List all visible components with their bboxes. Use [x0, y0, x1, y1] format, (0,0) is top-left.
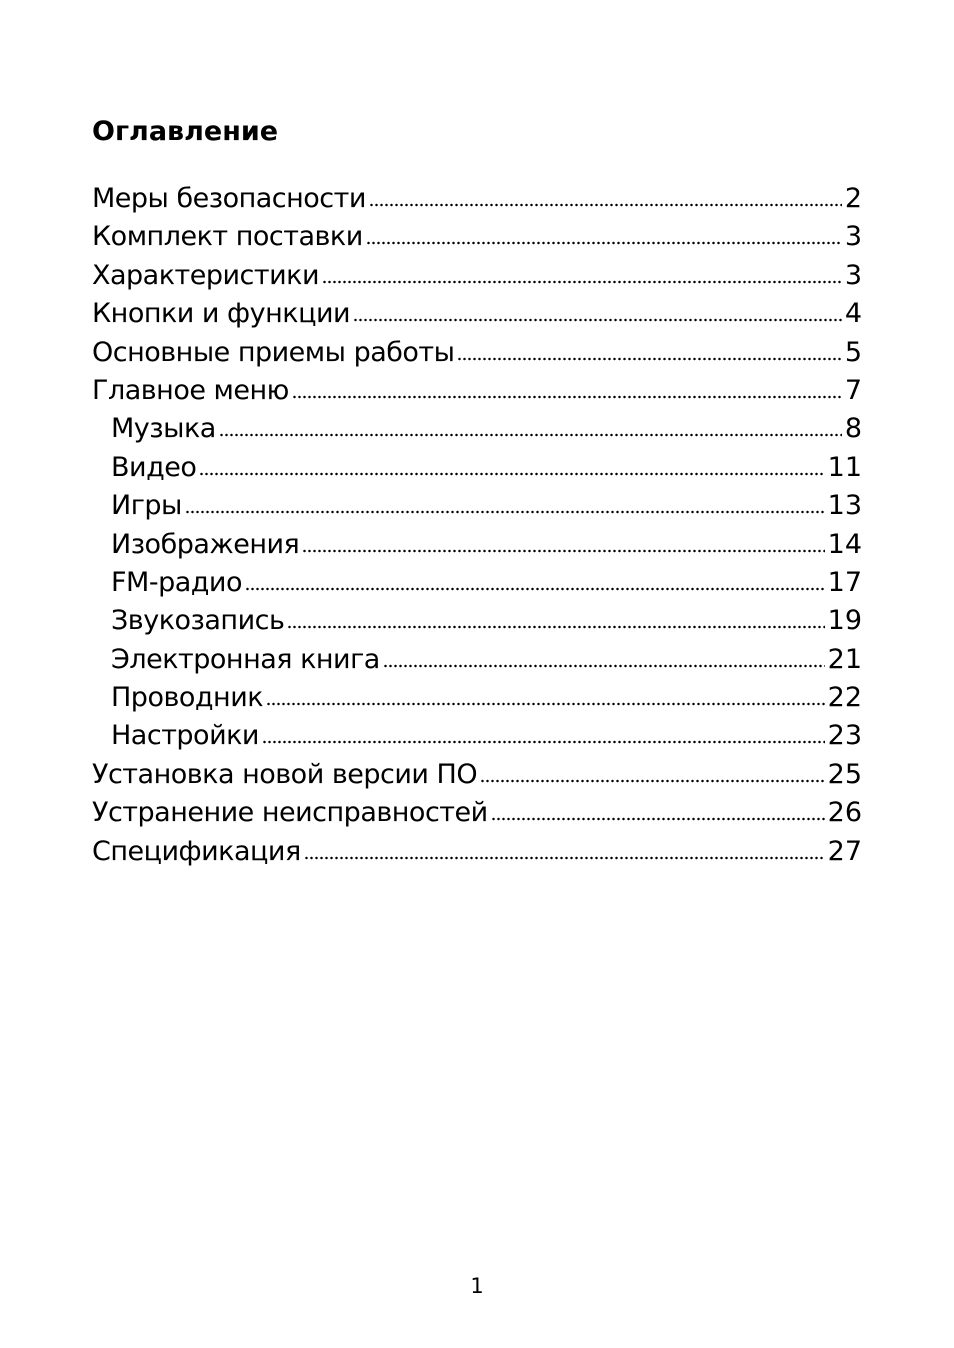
- toc-entry-page: 23: [827, 720, 862, 752]
- toc-entry-label: Кнопки и функции: [92, 298, 351, 330]
- page-number: 1: [470, 1274, 484, 1298]
- toc-entry[interactable]: [92, 410, 862, 448]
- toc-entry-page: 7: [844, 374, 862, 406]
- toc-entry-page: 25: [827, 758, 862, 790]
- toc-entry[interactable]: [92, 526, 862, 564]
- toc-entry[interactable]: [92, 602, 862, 640]
- dot-leader: [304, 854, 825, 860]
- toc-entry-label: Видео: [111, 451, 197, 483]
- dot-leader: [219, 431, 842, 437]
- toc-entry-label: Устранение неисправностей: [92, 797, 488, 829]
- toc-entry-page: 13: [827, 490, 862, 522]
- dot-leader: [185, 508, 825, 514]
- dot-leader: [287, 623, 824, 629]
- toc-entry-page: 3: [844, 259, 862, 291]
- toc-entry-page: 11: [827, 451, 862, 483]
- toc-entry-page: 3: [844, 221, 862, 253]
- toc-entry-label: Электронная книга: [111, 643, 380, 675]
- toc-entry[interactable]: [92, 449, 862, 487]
- toc-entry[interactable]: [92, 257, 862, 295]
- toc-entry[interactable]: [92, 180, 862, 218]
- toc-entry[interactable]: [92, 794, 862, 832]
- toc-entry[interactable]: [92, 218, 862, 256]
- toc-entry-page: 2: [844, 183, 862, 214]
- dot-leader: [480, 777, 825, 783]
- toc-entry-page: 26: [827, 797, 862, 829]
- toc-entry-label: Характеристики: [92, 259, 320, 291]
- toc-entry-label: Музыка: [111, 413, 216, 445]
- toc-entry-label: Игры: [111, 490, 182, 522]
- toc-entry[interactable]: [92, 372, 862, 410]
- toc-entry[interactable]: [92, 564, 862, 602]
- toc-entry[interactable]: [92, 717, 862, 755]
- dot-leader: [383, 662, 825, 668]
- toc-entry-label: Настройки: [111, 720, 259, 752]
- dot-leader: [302, 547, 824, 553]
- toc-entry[interactable]: [92, 641, 862, 679]
- toc-entry-page: 17: [827, 566, 862, 598]
- dot-leader: [353, 316, 842, 322]
- toc-entry-page: 8: [844, 413, 862, 445]
- page-title: Оглавление: [92, 116, 279, 147]
- toc-entry-page: 5: [844, 336, 862, 368]
- dot-leader: [491, 815, 825, 821]
- toc-entry-page: 21: [827, 643, 862, 675]
- toc-entry-label: Комплект поставки: [92, 221, 363, 253]
- toc-entry-label: Проводник: [111, 682, 264, 714]
- toc-entry-label: Изображения: [111, 528, 300, 560]
- toc-entry-label: FM-радио: [111, 566, 242, 598]
- toc-entry-page: 14: [827, 528, 862, 560]
- toc-entry-page: 19: [827, 605, 862, 637]
- toc-entry-label: Спецификация: [92, 835, 301, 867]
- toc-entry-page: 22: [827, 682, 862, 714]
- toc-entry[interactable]: [92, 756, 862, 794]
- toc-entry[interactable]: [92, 833, 862, 871]
- toc-entry-label: Главное меню: [92, 374, 289, 406]
- dot-leader: [322, 278, 842, 284]
- dot-leader: [199, 470, 824, 476]
- toc-entry-label: Меры безопасности: [92, 183, 366, 214]
- toc-entry[interactable]: [92, 334, 862, 372]
- dot-leader: [266, 700, 825, 706]
- toc-entry[interactable]: [92, 487, 862, 525]
- dot-leader: [457, 355, 841, 361]
- toc-entry-page: 4: [844, 298, 862, 330]
- toc-entry-label: Основные приемы работы: [92, 336, 455, 368]
- dot-leader: [366, 239, 842, 245]
- dot-leader: [292, 393, 842, 399]
- dot-leader: [369, 201, 842, 207]
- toc-entry[interactable]: [92, 295, 862, 333]
- table-of-contents: [92, 180, 862, 871]
- toc-entry-label: Установка новой версии ПО: [92, 758, 478, 790]
- toc-entry-label: Звукозапись: [111, 605, 285, 637]
- toc-entry-page: 27: [827, 835, 862, 867]
- dot-leader: [262, 738, 825, 744]
- dot-leader: [245, 585, 825, 591]
- toc-entry[interactable]: [92, 679, 862, 717]
